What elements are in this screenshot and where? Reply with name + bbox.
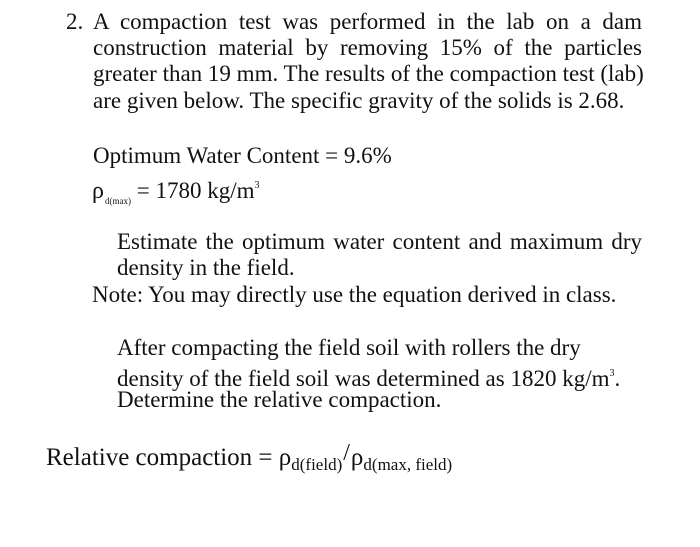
task2-period: . xyxy=(614,366,621,391)
rho-symbol: ρ xyxy=(92,178,104,204)
task1-line-2: density in the field. xyxy=(117,255,295,280)
intro-line-1: A compaction test was performed in the lab on a dam xyxy=(93,9,642,34)
task1-line-1: Estimate the optimum water content and maximum dry xyxy=(117,229,642,254)
relative-compaction-formula xyxy=(46,438,452,480)
formula-rho-field: ρ xyxy=(278,444,292,471)
formula-sub-field: d(field) xyxy=(291,455,343,474)
problem-number: 2. xyxy=(66,9,84,34)
task2-line-1: After compacting the field soil with rollers the dry xyxy=(117,335,581,360)
task2-line-2-text: density of the field soil was determined as 1820 kg/m xyxy=(117,366,610,391)
intro-line-2: construction material by removing 15% of the particles xyxy=(93,35,642,60)
intro-line-3: greater than 19 mm. The results of the compaction test (lab) xyxy=(93,61,644,86)
max-dry-density xyxy=(92,172,260,215)
max-density-value: = 1780 kg/m xyxy=(136,178,255,203)
formula-label: Relative compaction = xyxy=(46,444,279,471)
rho-subscript: d(max) xyxy=(104,196,131,206)
note-line: Note: You may directly use the equation derived in class. xyxy=(92,282,617,307)
task2-line-3: Determine the relative compaction. xyxy=(117,387,442,412)
intro-line-4: are given below. The specific gravity of the solids is 2.68. xyxy=(93,88,625,113)
formula-sub-max: d(max, field) xyxy=(363,455,453,474)
task2-exponent: 3 xyxy=(609,368,615,379)
max-density-exponent: 3 xyxy=(254,180,260,191)
formula-rho-max: ρ xyxy=(350,444,364,471)
formula-slash: / xyxy=(343,440,350,466)
optimum-water-content: Optimum Water Content = 9.6% xyxy=(93,143,392,168)
